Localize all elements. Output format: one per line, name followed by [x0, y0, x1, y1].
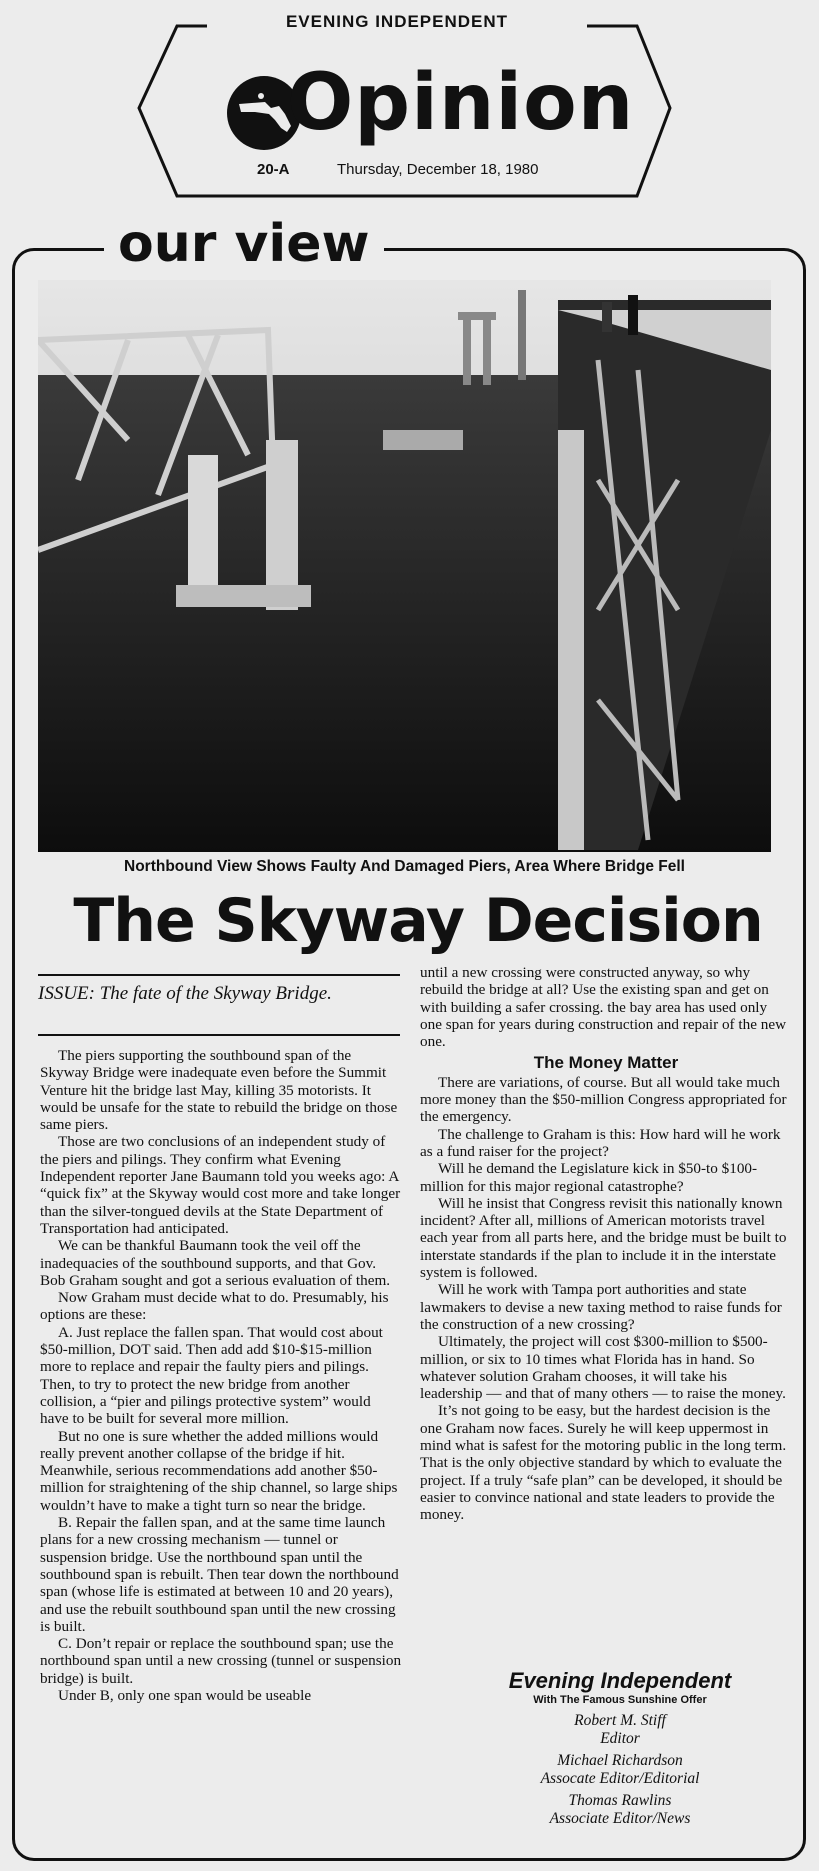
- section-title: Opinion: [287, 58, 635, 148]
- staff-name: Robert M. Stiff: [574, 1712, 666, 1729]
- issue-date: Thursday, December 18, 1980: [337, 161, 539, 178]
- masthead: [137, 12, 672, 200]
- issue-rule-bottom: [38, 1034, 400, 1036]
- paragraph: The piers supporting the southbound span of the Skyway Bridge were inadequate even before the Summit Venture hit the bridge last May, killing 35 motorists. It would be unsafe for the state to rebuild the bridge on those same piers.: [40, 1047, 398, 1134]
- paragraph: Will he demand the Legislature kick in $50-to $100-million for this major regional catastrophe?: [420, 1160, 758, 1195]
- staff-name: Thomas Rawlins: [568, 1792, 672, 1809]
- page-number: 20-A: [257, 161, 290, 178]
- editorial-column-1: [40, 1047, 402, 1704]
- paragraph: A. Just replace the fallen span. That would cost about $50-million, DOT said. Then add add $10-$15-million more to replace and repair the faulty piers and pilings. Then, to try to protect the new bridge from another collision, a “pier and pilings protective system” would have to be built for several more million.: [40, 1323, 383, 1428]
- paragraph: C. Don’t repair or replace the southbound span; use the northbound span until a new crossing (tunnel or suspension bridge) is built.: [40, 1635, 402, 1687]
- paragraph: Will he work with Tampa port authorities and state lawmakers to devise a new taxing method to raise funds for the construction of a new crossing?: [420, 1281, 782, 1333]
- editorial-column-2: [420, 964, 792, 1524]
- staff-title: Associate Editor/News: [549, 1810, 691, 1827]
- paragraph: Ultimately, the project will cost $300-million to $500-million, or six to 10 times what Florida has in hand. So whatever solution Graham chooses, it will take his leadership — and that of many others — to raise the money.: [420, 1333, 786, 1403]
- paragraph: Will he insist that Congress revisit this nationally known incident? After all, millions of American motorists travel each year from all parts here, and the bridge must be built to interstate standards if the plan to include it in the interstate system is followed.: [420, 1194, 787, 1282]
- paragraph: B. Repair the fallen span, and at the same time launch plans for a new crossing mechanism — tunnel or suspension bridge. Use the northbound span until the southbound span is rebuilt. Then tear down the northbound span (whose life is estimated at between 10 and 20 years), and use the rebuilt southbound span until the new crossing is built.: [40, 1514, 399, 1635]
- staff-offer: With The Famous Sunshine Offer: [533, 1694, 707, 1706]
- paragraph: Under B, only one span would be useable: [58, 1686, 312, 1704]
- paragraph: Those are two conclusions of an independent study of the piers and pilings. They confirm what Evening Independent reporter Jane Baumann told you weeks ago: A “quick fix” at the Skyway would cost more and take longer than the silver-tongued devils at the State Department of Transportation had anticipated.: [40, 1133, 401, 1237]
- staff-name: Michael Richardson: [557, 1752, 683, 1769]
- issue-statement: ISSUE: The fate of the Skyway Bridge.: [38, 983, 332, 1004]
- headline: The Skyway Decision: [73, 886, 763, 956]
- subhead: The Money Matter: [533, 1053, 679, 1073]
- staff-paper-name: Evening Independent: [508, 1668, 732, 1693]
- paper-name: EVENING INDEPENDENT: [207, 12, 587, 32]
- paragraph: But no one is sure whether the added millions would really prevent another collapse of the bridge if hit. Meanwhile, serious recommendations add another $50-million for straightening of the ship channel, so large ships wouldn’t have to make a tight turn so near the bridge.: [40, 1427, 398, 1514]
- paragraph: We can be thankful Baumann took the veil off the inadequacies of the southbound supports, and that Gov. Bob Graham sought and got a serious evaluation of them.: [40, 1237, 391, 1289]
- staff-title: Assocate Editor/Editorial: [540, 1770, 700, 1787]
- paragraph: until a new crossing were constructed anyway, so why rebuild the bridge at all? Use the existing span and get on with building a safer crossing. the bay area has used only one span for years during construction and repair of the new one.: [420, 964, 787, 1051]
- photo-caption: Northbound View Shows Faulty And Damaged Piers, Area Where Bridge Fell: [124, 858, 685, 875]
- issue-rule-top: [38, 974, 400, 976]
- our-view-label: our view: [104, 214, 384, 274]
- paragraph: The challenge to Graham is this: How hard will he work as a fund raiser for the project?: [420, 1125, 781, 1160]
- staff-box: [470, 1668, 770, 1828]
- paragraph: It’s not going to be easy, but the hardest decision is the one Graham now faces. Surely he will keep uppermost in mind what is safest for the motoring public in the long term. That is the only objective standard by which to evaluate the project. If a truly “safe plan” can be developed, it should be easier to convince national and state leaders to provide the money.: [420, 1402, 787, 1524]
- paragraph: Now Graham must decide what to do. Presumably, his options are these:: [40, 1289, 389, 1324]
- skyway-bridge-photo: [38, 280, 771, 852]
- staff-title: Editor: [600, 1730, 640, 1747]
- paragraph: There are variations, of course. But all would take much more money than the $50-million Congress appropriated for the emergency.: [420, 1073, 787, 1126]
